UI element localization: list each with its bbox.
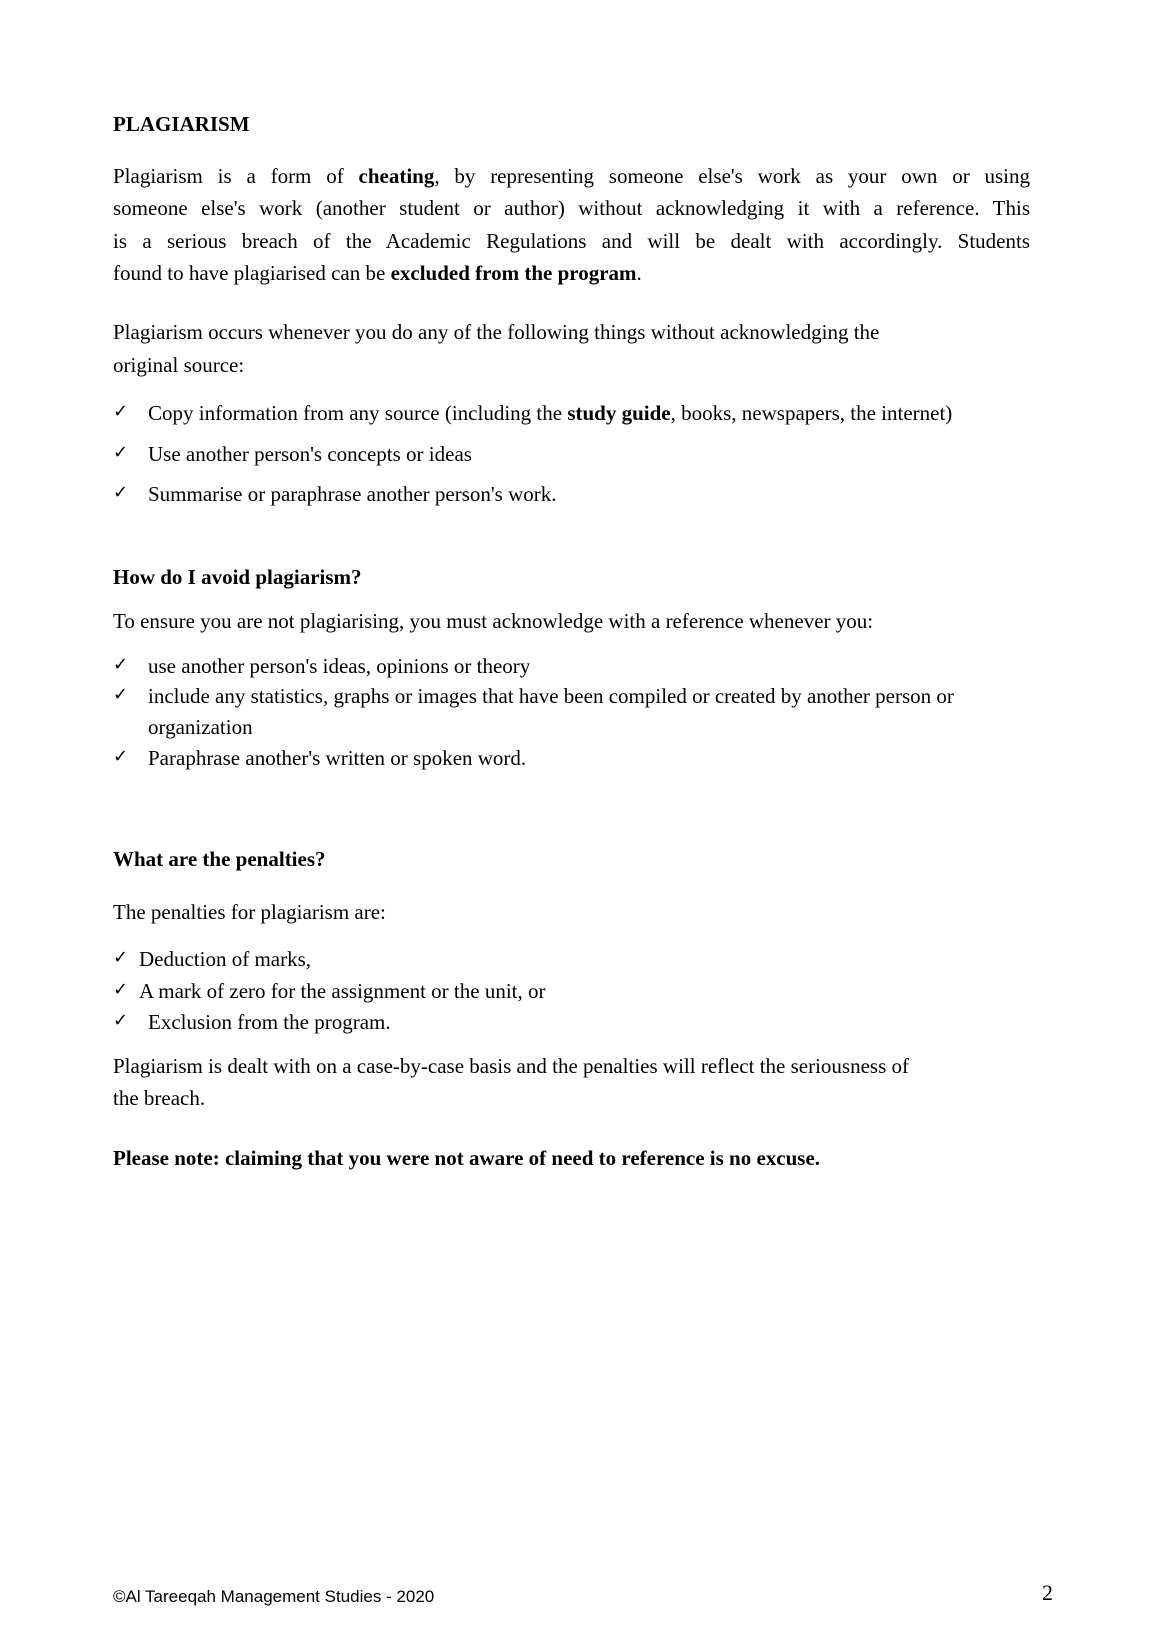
- penalties-closing-line-2: the breach.: [113, 1086, 206, 1110]
- list-item: A mark of zero for the assignment or the unit, or: [139, 979, 546, 1003]
- list-item: Use another person's concepts or ideas: [148, 442, 472, 466]
- footer-copyright: ©Al Tareeqah Management Studies - 2020: [113, 1587, 435, 1606]
- check-icon: ✓: [113, 684, 129, 705]
- intro-text: Plagiarism is a form of: [113, 164, 359, 188]
- list-item-text: , books, newspapers, the internet): [670, 401, 953, 425]
- list-item-bold: study guide: [567, 401, 671, 425]
- intro-bold-cheating: cheating: [358, 164, 435, 188]
- penalties-heading: What are the penalties?: [113, 847, 326, 871]
- intro-line-2: someone else's work (another student or author) without acknowledging it with a reference. This: [113, 196, 1030, 220]
- list-item-continuation: organization: [148, 715, 253, 739]
- check-icon: ✓: [113, 442, 129, 463]
- penalties-intro: The penalties for plagiarism are:: [113, 900, 386, 924]
- check-icon: ✓: [113, 654, 129, 675]
- occurs-line-2: original source:: [113, 353, 245, 377]
- page-number: 2: [1042, 1580, 1053, 1605]
- intro-bold-excluded: excluded from the program: [390, 261, 637, 285]
- intro-text: found to have plagiarised can be: [113, 261, 391, 285]
- intro-text: , by representing someone else's work as your own or using: [434, 164, 1030, 188]
- occurs-line-1: Plagiarism occurs whenever you do any of the following things without acknowledging the: [113, 320, 880, 344]
- check-icon: ✓: [113, 401, 129, 422]
- list-item: use another person's ideas, opinions or theory: [148, 654, 531, 678]
- list-item: Summarise or paraphrase another person's work.: [148, 482, 557, 506]
- penalties-closing-line-1: Plagiarism is dealt with on a case-by-case basis and the penalties will reflect the seriousness of: [113, 1054, 910, 1078]
- check-icon: ✓: [113, 482, 129, 503]
- page-title: PLAGIARISM: [113, 112, 250, 136]
- intro-text: .: [636, 261, 642, 285]
- intro-line-4: [113, 260, 642, 286]
- intro-line-1: [113, 163, 1030, 189]
- penalties-note: Please note: claiming that you were not aware of need to reference is no excuse.: [113, 1146, 821, 1170]
- check-icon: ✓: [113, 746, 129, 767]
- list-item: [148, 400, 952, 426]
- check-icon: ✓: [113, 979, 129, 1000]
- check-icon: ✓: [113, 947, 129, 968]
- list-item: Deduction of marks,: [139, 947, 312, 971]
- avoid-intro: To ensure you are not plagiarising, you must acknowledge with a reference whenever you:: [113, 609, 874, 633]
- check-icon: ✓: [113, 1010, 129, 1031]
- intro-line-3: is a serious breach of the Academic Regulations and will be dealt with accordingly. Students: [113, 229, 1030, 253]
- list-item: Exclusion from the program.: [148, 1010, 391, 1034]
- list-item-text: Copy information from any source (including the: [148, 401, 568, 425]
- avoid-heading: How do I avoid plagiarism?: [113, 565, 362, 589]
- list-item: include any statistics, graphs or images that have been compiled or created by another person or: [148, 684, 954, 708]
- list-item: Paraphrase another's written or spoken word.: [148, 746, 527, 770]
